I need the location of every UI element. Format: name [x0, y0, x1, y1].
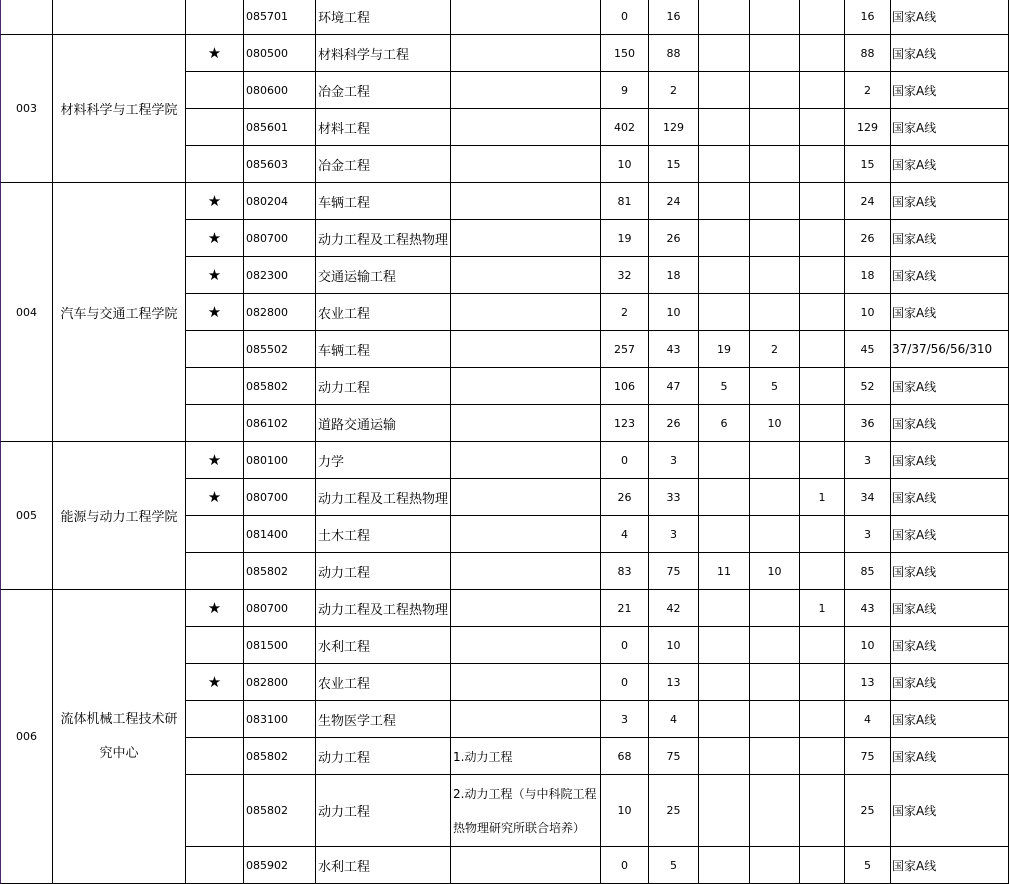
score-line: 国家A线: [891, 738, 1009, 775]
extra-count-c: [800, 847, 845, 884]
applicants-count: 0: [601, 664, 649, 701]
extra-count-b: [750, 220, 800, 257]
extra-count-b: [750, 146, 800, 183]
star-cell: ★: [186, 257, 244, 294]
extra-count-a: [699, 442, 750, 479]
score-line: 国家A线: [891, 516, 1009, 553]
research-direction: [451, 220, 601, 257]
program-name: 农业工程: [316, 664, 451, 701]
program-code: 085902: [244, 847, 316, 884]
extra-count-b: [750, 183, 800, 220]
total-count: 129: [845, 109, 891, 146]
extra-count-a: 19: [699, 331, 750, 368]
research-direction: [451, 405, 601, 442]
extra-count-a: [699, 664, 750, 701]
score-line: 国家A线: [891, 479, 1009, 516]
total-count: 10: [845, 627, 891, 664]
extra-count-b: [750, 775, 800, 847]
extra-count-a: [699, 590, 750, 627]
total-count: 24: [845, 183, 891, 220]
institute-name: 汽车与交通工程学院: [53, 183, 186, 442]
plan-count: 3: [649, 516, 699, 553]
star-cell: [186, 738, 244, 775]
star-cell: ★: [186, 479, 244, 516]
program-code: 085802: [244, 775, 316, 847]
plan-count: 10: [649, 294, 699, 331]
program-code: 080600: [244, 72, 316, 109]
program-name: 动力工程及工程热物理: [316, 590, 451, 627]
program-code: 085802: [244, 738, 316, 775]
score-line: 国家A线: [891, 590, 1009, 627]
extra-count-c: [800, 35, 845, 72]
extra-count-b: 5: [750, 368, 800, 405]
total-count: 4: [845, 701, 891, 738]
research-direction: [451, 183, 601, 220]
total-count: 3: [845, 442, 891, 479]
extra-count-b: 2: [750, 331, 800, 368]
extra-count-c: [800, 72, 845, 109]
extra-count-a: [699, 35, 750, 72]
applicants-count: 81: [601, 183, 649, 220]
extra-count-b: [750, 442, 800, 479]
extra-count-b: [750, 35, 800, 72]
applicants-count: 3: [601, 701, 649, 738]
research-direction: [451, 294, 601, 331]
extra-count-a: [699, 146, 750, 183]
program-name: 动力工程: [316, 553, 451, 590]
extra-count-b: [750, 664, 800, 701]
extra-count-a: [699, 183, 750, 220]
score-line: 国家A线: [891, 109, 1009, 146]
total-count: 34: [845, 479, 891, 516]
extra-count-a: [699, 701, 750, 738]
extra-count-b: [750, 738, 800, 775]
plan-count: 75: [649, 738, 699, 775]
program-code: 080100: [244, 442, 316, 479]
total-count: 13: [845, 664, 891, 701]
program-name: 动力工程: [316, 775, 451, 847]
extra-count-a: [699, 479, 750, 516]
applicants-count: 0: [601, 847, 649, 884]
total-count: 88: [845, 35, 891, 72]
extra-count-b: [750, 590, 800, 627]
star-cell: ★: [186, 35, 244, 72]
score-line: 国家A线: [891, 701, 1009, 738]
star-cell: ★: [186, 442, 244, 479]
score-line: 国家A线: [891, 627, 1009, 664]
extra-count-a: [699, 775, 750, 847]
program-code: 085802: [244, 553, 316, 590]
research-direction: 2.动力工程（与中科院工程热物理研究所联合培养）: [451, 775, 601, 847]
extra-count-c: [800, 109, 845, 146]
score-line: 国家A线: [891, 220, 1009, 257]
plan-count: 43: [649, 331, 699, 368]
extra-count-a: [699, 220, 750, 257]
score-line: 国家A线: [891, 442, 1009, 479]
program-name: 水利工程: [316, 847, 451, 884]
plan-count: 75: [649, 553, 699, 590]
research-direction: [451, 109, 601, 146]
extra-count-c: [800, 442, 845, 479]
score-line: 37/37/56/56/310: [891, 331, 1009, 368]
institute-name: 流体机械工程技术研究中心: [53, 590, 186, 884]
plan-count: 26: [649, 220, 699, 257]
applicants-count: 402: [601, 109, 649, 146]
extra-count-b: [750, 294, 800, 331]
plan-count: 13: [649, 664, 699, 701]
total-count: 5: [845, 847, 891, 884]
extra-count-a: 5: [699, 368, 750, 405]
plan-count: 2: [649, 72, 699, 109]
plan-count: 16: [649, 0, 699, 35]
extra-count-c: [800, 775, 845, 847]
extra-count-b: [750, 0, 800, 35]
score-line: 国家A线: [891, 294, 1009, 331]
institute-name: [53, 0, 186, 35]
plan-count: 88: [649, 35, 699, 72]
total-count: 3: [845, 516, 891, 553]
extra-count-a: [699, 109, 750, 146]
applicants-count: 19: [601, 220, 649, 257]
star-cell: ★: [186, 294, 244, 331]
extra-count-c: 1: [800, 590, 845, 627]
program-name: 环境工程: [316, 0, 451, 35]
applicants-count: 10: [601, 146, 649, 183]
extra-count-a: 6: [699, 405, 750, 442]
plan-count: 3: [649, 442, 699, 479]
extra-count-b: [750, 627, 800, 664]
research-direction: [451, 701, 601, 738]
total-count: 10: [845, 294, 891, 331]
extra-count-c: [800, 738, 845, 775]
research-direction: [451, 368, 601, 405]
star-cell: ★: [186, 183, 244, 220]
program-code: 080500: [244, 35, 316, 72]
total-count: 85: [845, 553, 891, 590]
applicants-count: 150: [601, 35, 649, 72]
program-code: 080700: [244, 590, 316, 627]
star-cell: ★: [186, 664, 244, 701]
extra-count-b: [750, 72, 800, 109]
plan-count: 10: [649, 627, 699, 664]
plan-count: 5: [649, 847, 699, 884]
program-name: 农业工程: [316, 294, 451, 331]
total-count: 52: [845, 368, 891, 405]
extra-count-b: [750, 109, 800, 146]
star-cell: [186, 368, 244, 405]
program-code: 080700: [244, 220, 316, 257]
extra-count-a: [699, 0, 750, 35]
star-cell: [186, 405, 244, 442]
program-code: 080700: [244, 479, 316, 516]
star-cell: [186, 109, 244, 146]
program-name: 动力工程及工程热物理: [316, 220, 451, 257]
score-line: 国家A线: [891, 847, 1009, 884]
score-line: 国家A线: [891, 775, 1009, 847]
extra-count-c: [800, 220, 845, 257]
total-count: 43: [845, 590, 891, 627]
applicants-count: 0: [601, 627, 649, 664]
program-name: 材料科学与工程: [316, 35, 451, 72]
star-cell: [186, 701, 244, 738]
extra-count-b: 10: [750, 553, 800, 590]
program-name: 动力工程及工程热物理: [316, 479, 451, 516]
plan-count: 42: [649, 590, 699, 627]
extra-count-c: [800, 664, 845, 701]
extra-count-c: [800, 183, 845, 220]
program-code: 085701: [244, 0, 316, 35]
institute-number: 006: [0, 590, 53, 884]
star-cell: [186, 0, 244, 35]
star-cell: [186, 331, 244, 368]
plan-count: 47: [649, 368, 699, 405]
program-name: 冶金工程: [316, 146, 451, 183]
institute-name: 能源与动力工程学院: [53, 442, 186, 590]
star-cell: ★: [186, 220, 244, 257]
star-cell: [186, 72, 244, 109]
applicants-count: 21: [601, 590, 649, 627]
program-name: 动力工程: [316, 368, 451, 405]
program-name: 车辆工程: [316, 331, 451, 368]
research-direction: [451, 442, 601, 479]
extra-count-a: [699, 847, 750, 884]
plan-count: 26: [649, 405, 699, 442]
score-line: 国家A线: [891, 183, 1009, 220]
plan-count: 4: [649, 701, 699, 738]
score-line: 国家A线: [891, 664, 1009, 701]
extra-count-c: [800, 0, 845, 35]
extra-count-c: [800, 294, 845, 331]
research-direction: [451, 146, 601, 183]
extra-count-c: [800, 368, 845, 405]
applicants-count: 0: [601, 442, 649, 479]
research-direction: [451, 35, 601, 72]
extra-count-b: [750, 701, 800, 738]
program-name: 交通运输工程: [316, 257, 451, 294]
program-code: 081400: [244, 516, 316, 553]
research-direction: [451, 553, 601, 590]
applicants-count: 4: [601, 516, 649, 553]
extra-count-b: [750, 516, 800, 553]
extra-count-c: 1: [800, 479, 845, 516]
score-line: 国家A线: [891, 0, 1009, 35]
star-cell: [186, 627, 244, 664]
extra-count-b: [750, 479, 800, 516]
program-code: 082800: [244, 664, 316, 701]
plan-count: 25: [649, 775, 699, 847]
research-direction: [451, 590, 601, 627]
program-code: 085802: [244, 368, 316, 405]
total-count: 25: [845, 775, 891, 847]
program-code: 082800: [244, 294, 316, 331]
program-code: 085502: [244, 331, 316, 368]
star-cell: ★: [186, 590, 244, 627]
applicants-count: 26: [601, 479, 649, 516]
plan-count: 24: [649, 183, 699, 220]
program-code: 086102: [244, 405, 316, 442]
research-direction: [451, 257, 601, 294]
total-count: 15: [845, 146, 891, 183]
research-direction: 1.动力工程: [451, 738, 601, 775]
extra-count-c: [800, 331, 845, 368]
score-line: 国家A线: [891, 405, 1009, 442]
star-cell: [186, 775, 244, 847]
applicants-count: 106: [601, 368, 649, 405]
applicants-count: 2: [601, 294, 649, 331]
program-name: 力学: [316, 442, 451, 479]
extra-count-a: [699, 294, 750, 331]
research-direction: [451, 516, 601, 553]
plan-count: 18: [649, 257, 699, 294]
applicants-count: 0: [601, 0, 649, 35]
research-direction: [451, 479, 601, 516]
applicants-count: 123: [601, 405, 649, 442]
extra-count-c: [800, 627, 845, 664]
extra-count-a: [699, 738, 750, 775]
extra-count-c: [800, 516, 845, 553]
star-cell: [186, 553, 244, 590]
extra-count-a: [699, 72, 750, 109]
extra-count-c: [800, 257, 845, 294]
program-name: 土木工程: [316, 516, 451, 553]
applicants-count: 68: [601, 738, 649, 775]
extra-count-a: [699, 257, 750, 294]
program-code: 081500: [244, 627, 316, 664]
extra-count-a: [699, 627, 750, 664]
program-name: 冶金工程: [316, 72, 451, 109]
star-cell: [186, 146, 244, 183]
extra-count-c: [800, 146, 845, 183]
star-cell: [186, 516, 244, 553]
research-direction: [451, 72, 601, 109]
score-line: 国家A线: [891, 553, 1009, 590]
total-count: 26: [845, 220, 891, 257]
program-code: 082300: [244, 257, 316, 294]
program-name: 材料工程: [316, 109, 451, 146]
total-count: 18: [845, 257, 891, 294]
program-code: 085603: [244, 146, 316, 183]
extra-count-c: [800, 405, 845, 442]
total-count: 75: [845, 738, 891, 775]
program-name: 道路交通运输: [316, 405, 451, 442]
score-line: 国家A线: [891, 72, 1009, 109]
extra-count-a: 11: [699, 553, 750, 590]
extra-count-b: [750, 847, 800, 884]
applicants-count: 9: [601, 72, 649, 109]
institute-number: 004: [0, 183, 53, 442]
plan-count: 15: [649, 146, 699, 183]
score-line: 国家A线: [891, 35, 1009, 72]
program-name: 车辆工程: [316, 183, 451, 220]
applicants-count: 32: [601, 257, 649, 294]
program-name: 水利工程: [316, 627, 451, 664]
star-cell: [186, 847, 244, 884]
institute-number: [0, 0, 53, 35]
program-name: 生物医学工程: [316, 701, 451, 738]
extra-count-c: [800, 701, 845, 738]
score-line: 国家A线: [891, 368, 1009, 405]
applicants-count: 83: [601, 553, 649, 590]
program-code: 085601: [244, 109, 316, 146]
institute-number: 005: [0, 442, 53, 590]
applicants-count: 257: [601, 331, 649, 368]
extra-count-c: [800, 553, 845, 590]
plan-count: 129: [649, 109, 699, 146]
program-code: 083100: [244, 701, 316, 738]
research-direction: [451, 847, 601, 884]
plan-count: 33: [649, 479, 699, 516]
total-count: 2: [845, 72, 891, 109]
research-direction: [451, 331, 601, 368]
total-count: 45: [845, 331, 891, 368]
research-direction: [451, 664, 601, 701]
score-line: 国家A线: [891, 146, 1009, 183]
extra-count-b: 10: [750, 405, 800, 442]
total-count: 16: [845, 0, 891, 35]
institute-name: 材料科学与工程学院: [53, 35, 186, 183]
total-count: 36: [845, 405, 891, 442]
extra-count-a: [699, 516, 750, 553]
applicants-count: 10: [601, 775, 649, 847]
program-name: 动力工程: [316, 738, 451, 775]
extra-count-b: [750, 257, 800, 294]
institute-number: 003: [0, 35, 53, 183]
research-direction: [451, 627, 601, 664]
research-direction: [451, 0, 601, 35]
score-line: 国家A线: [891, 257, 1009, 294]
program-code: 080204: [244, 183, 316, 220]
